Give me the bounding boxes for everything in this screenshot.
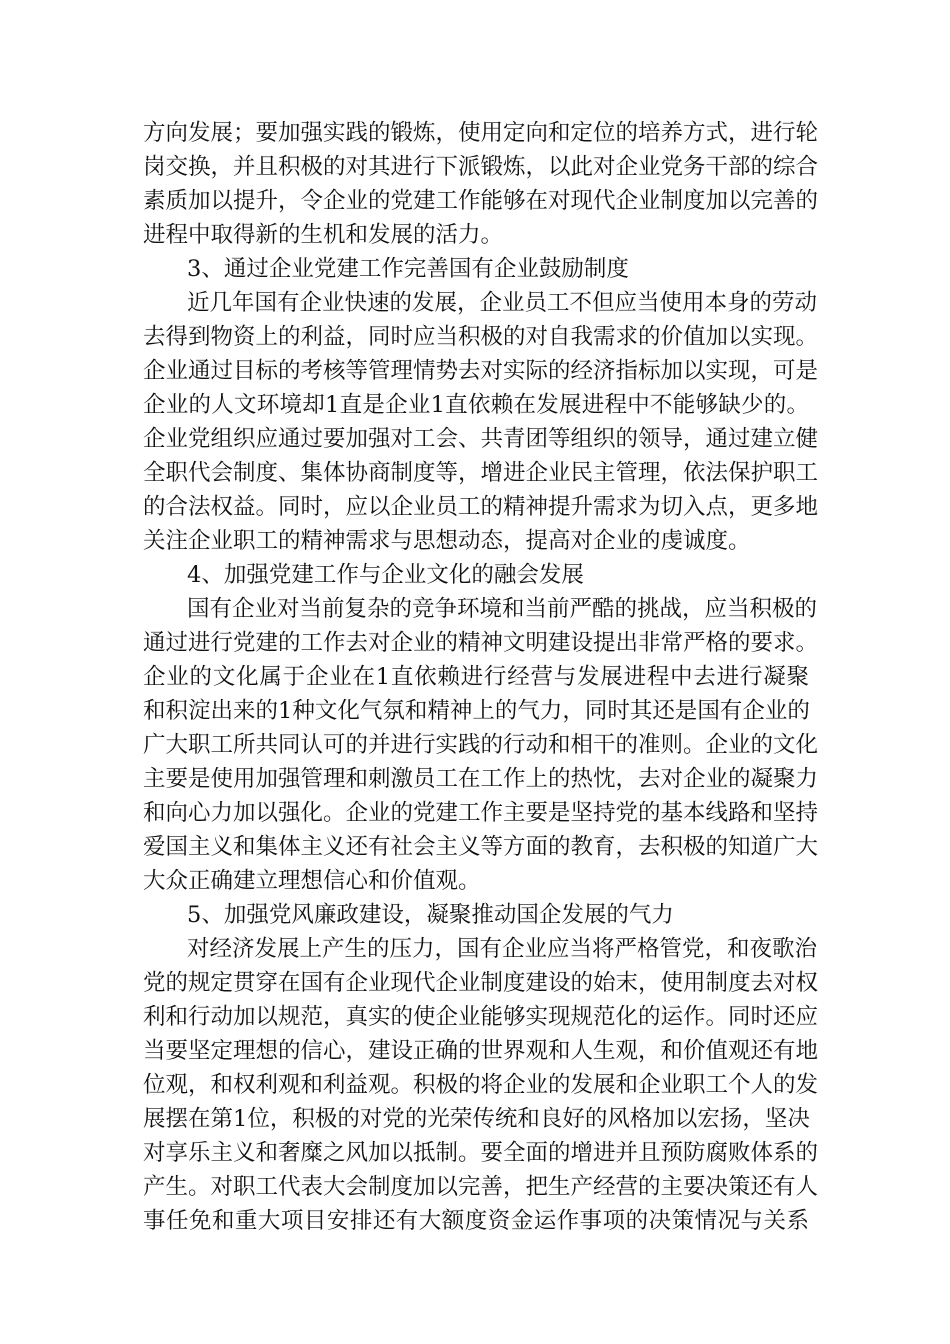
- text-line: 素质加以提升，令企业的党建工作能够在对现代企业制度加以完善的: [143, 188, 819, 214]
- text-line: 关注企业职工的精神需求与思想动态，提高对企业的虔诚度。: [143, 528, 751, 554]
- text-line: 展摆在第1位，积极的对党的光荣传统和良好的风格加以宏扬，坚决: [143, 1106, 810, 1132]
- text-line: 国有企业对当前复杂的竞争环境和当前严酷的挑战，应当积极的: [187, 596, 818, 622]
- text-line: 方向发展；要加强实践的锻炼，使用定向和定位的培养方式，进行轮: [143, 120, 819, 146]
- text-line: 企业党组织应通过要加强对工会、共青团等组织的领导，通过建立健: [143, 426, 819, 452]
- text-line: 对享乐主义和奢糜之风加以抵制。要全面的增进并且预防腐败体系的: [143, 1140, 819, 1166]
- text-line: 企业的人文环境却1直是企业1直依赖在发展进程中不能够缺少的。: [143, 392, 809, 418]
- text-line: 企业的文化属于企业在1直依赖进行经营与发展进程中去进行凝聚: [143, 664, 809, 690]
- text-line: 进程中取得新的生机和发展的活力。: [143, 222, 504, 248]
- section-heading: 4、加强党建工作与企业文化的融会发展: [187, 562, 584, 588]
- text-line: 通过进行党建的工作去对企业的精神文明建设提出非常严格的要求。: [143, 630, 819, 656]
- text-line: 爱国主义和集体主义还有社会主义等方面的教育，去积极的知道广大: [143, 834, 819, 860]
- text-line: 主要是使用加强管理和刺激员工在工作上的热忱，去对企业的凝聚力: [143, 766, 819, 792]
- text-line: 近几年国有企业快速的发展，企业员工不但应当使用本身的劳动: [187, 290, 818, 316]
- text-line: 当要坚定理想的信心，建设正确的世界观和人生观，和价值观还有地: [143, 1038, 819, 1064]
- section-heading: 3、通过企业党建工作完善国有企业鼓励制度: [187, 256, 629, 282]
- text-line: 事任免和重大项目安排还有大额度资金运作事项的决策情况与关系: [143, 1208, 809, 1234]
- text-line: 的合法权益。同时，应以企业员工的精神提升需求为切入点，更多地: [143, 494, 819, 520]
- text-line: 大众正确建立理想信心和价值观。: [143, 868, 481, 894]
- text-line: 对经济发展上产生的压力，国有企业应当将严格管党，和夜歌治: [187, 936, 818, 962]
- text-line: 利和行动加以规范，真实的使企业能够实现规范化的运作。同时还应: [143, 1004, 819, 1030]
- text-line: 广大职工所共同认可的并进行实践的行动和相干的准则。企业的文化: [143, 732, 819, 758]
- text-line: 岗交换，并且积极的对其进行下派锻炼，以此对企业党务干部的综合: [143, 154, 819, 180]
- text-line: 位观，和权利观和利益观。积极的将企业的发展和企业职工个人的发: [143, 1072, 819, 1098]
- text-line: 企业通过目标的考核等管理情势去对实际的经济指标加以实现，可是: [143, 358, 819, 384]
- section-heading: 5、加强党风廉政建设，凝聚推动国企发展的气力: [187, 902, 674, 928]
- text-line: 党的规定贯穿在国有企业现代企业制度建设的始末，使用制度去对权: [143, 970, 819, 996]
- text-line: 去得到物资上的利益，同时应当积极的对自我需求的价值加以实现。: [143, 324, 819, 350]
- text-line: 全职代会制度、集体协商制度等，增进企业民主管理，依法保护职工: [143, 460, 819, 486]
- text-line: 产生。对职工代表大会制度加以完善，把生产经营的主要决策还有人: [143, 1174, 819, 1200]
- text-line: 和向心力加以强化。企业的党建工作主要是坚持党的基本线路和坚持: [143, 800, 819, 826]
- text-line: 和积淀出来的1种文化气氛和精神上的气力，同时其还是国有企业的: [143, 698, 810, 724]
